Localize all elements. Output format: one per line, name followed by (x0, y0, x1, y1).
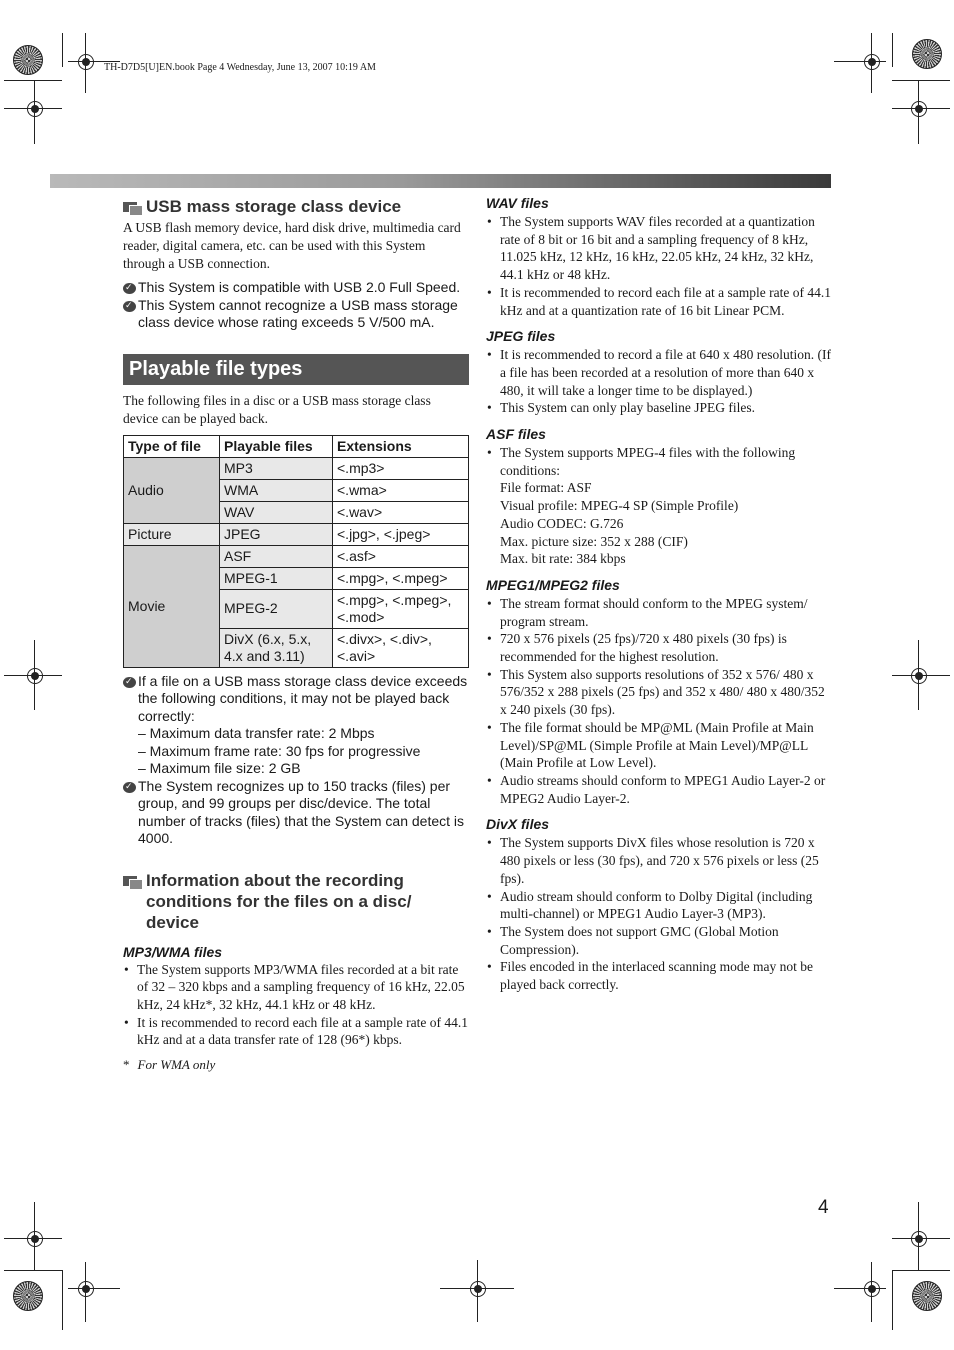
playable-intro: The following files in a disc or a USB mass storage class device can be played back. (123, 392, 431, 426)
asf-list (486, 444, 832, 568)
crop-line (918, 80, 919, 144)
table-row (124, 457, 469, 479)
table-cell: <.mpg>, <.mpeg> (333, 567, 469, 589)
recording-section-heading (123, 870, 469, 933)
table-header-cell: Type of file (124, 435, 220, 457)
list-item: • The stream format should conform to the MPEG system/ program stream. (486, 595, 832, 630)
note-item: ✓ This System is compatible with USB 2.0 Full Speed. (123, 279, 469, 297)
crop-line (918, 1202, 919, 1270)
crosshair-target-bl-side (27, 1231, 43, 1247)
crop-line (85, 1262, 86, 1322)
note-check-icon (123, 301, 136, 312)
wav-heading: WAV files (486, 195, 549, 211)
crop-line (892, 108, 950, 109)
note-item: ✓ This System cannot recognize a USB mass storage class device whose rating exceeds 5 V/500 mA. (123, 297, 469, 332)
note-check-icon (123, 283, 136, 294)
crop-line (892, 675, 950, 676)
type-cell-audio: Audio (124, 457, 220, 523)
divx-list (486, 834, 832, 993)
crop-line (892, 33, 893, 67)
crosshair-target-ml (27, 101, 43, 117)
crosshair-target-bottom-l (78, 1281, 94, 1297)
list-item: • It is recommended to record a file at 640 x 480 resolution. (If a file has been recorded at a resolution of more than 640 x 480, it will take a longer time to be displayed.) (486, 346, 832, 399)
usb-intro: A USB flash memory device, hard disk drive, multimedia card reader, digital camera, etc. can be used with this System through a USB connection. (123, 220, 461, 271)
crop-line (892, 80, 950, 81)
right-column (486, 194, 832, 994)
crop-line (892, 1270, 950, 1271)
crop-line (871, 1262, 872, 1322)
table-cell: <.wma> (333, 479, 469, 501)
wav-list (486, 213, 832, 319)
crop-line (4, 1238, 62, 1239)
wma-footnote: * For WMA only (123, 1057, 216, 1073)
recording-section-title: Information about the recording conditions for the files on a disc/ device (146, 870, 412, 932)
crop-line (4, 108, 62, 109)
crop-line (918, 640, 919, 710)
list-item: • It is recommended to record each file at a sample rate of 44.1 kHz and at a data transfer rate of 128 (96*) kbps. (123, 1014, 469, 1049)
crop-line (62, 33, 63, 67)
mp3wma-heading: MP3/WMA files (123, 943, 223, 960)
crosshair-target-side-right (911, 668, 927, 684)
table-cell: <.asf> (333, 545, 469, 567)
section-bullet-icon (123, 874, 141, 888)
crosshair-target-bottom-c (470, 1281, 486, 1297)
page-header-bar (50, 174, 831, 188)
note-check-icon (123, 782, 136, 793)
crop-line (85, 33, 86, 93)
crop-line (892, 1270, 893, 1330)
list-item: • The System supports MP3/WMA files recorded at a bit rate of 32 – 320 kbps and a sampling frequency of 16 kHz, 22.05 kHz, 24 kHz*, 32 kHz, 44.1 kHz or 48 kHz. (123, 961, 469, 1014)
table-header-row (124, 435, 469, 457)
list-item: • 720 x 576 pixels (25 fps)/720 x 480 pixels (30 fps) is recommended for the highest resolution. (486, 630, 832, 665)
crop-line (4, 80, 62, 81)
table-header-cell: Playable files (220, 435, 333, 457)
crop-line (4, 675, 62, 676)
table-row (124, 523, 469, 545)
registration-rosette-top-left (13, 45, 43, 75)
crosshair-target-br-side (911, 1231, 927, 1247)
table-cell: <.jpg>, <.jpeg> (333, 523, 469, 545)
type-cell-movie: Movie (124, 545, 220, 667)
jpeg-list (486, 346, 832, 417)
list-item: • Audio streams should conform to MPEG1 Audio Layer-2 or MPEG2 Audio Layer-2. (486, 772, 832, 807)
crosshair-target-tr (864, 54, 880, 70)
crop-line (892, 1238, 950, 1239)
crop-line (871, 33, 872, 93)
table-cell: WAV (220, 501, 333, 523)
list-item: • Audio stream should conform to Dolby Digital (including multi-channel) or MPEG1 Audio Layer-3 (MP3). (486, 888, 832, 923)
crop-line (62, 1270, 63, 1330)
crop-line (34, 1202, 35, 1270)
crop-line (834, 61, 886, 62)
mpeg-list (486, 595, 832, 807)
usb-notes (123, 279, 469, 332)
table-cell: ASF (220, 545, 333, 567)
crosshair-target-bottom-r (864, 1281, 880, 1297)
crosshair-target-tl (78, 54, 94, 70)
table-cell: <.mp3> (333, 457, 469, 479)
page-number: 4 (818, 1197, 829, 1218)
crop-line (4, 1270, 62, 1271)
book-info-header: TH-D7D5[U]EN.book Page 4 Wednesday, June 13, 2007 10:19 AM (104, 62, 376, 73)
table-cell: WMA (220, 479, 333, 501)
usb-section-title: USB mass storage class device (146, 197, 402, 216)
crop-line (68, 1288, 120, 1289)
list-item: • The System supports WAV files recorded at a quantization rate of 8 bit or 16 bit and a sampling frequency of 8 kHz, 11.025 kHz, 12 kHz, 16 kHz, 22.05 kHz, 24 kHz, 32 kHz, 44.1 kHz or 48 kHz. (486, 213, 832, 284)
crop-line (34, 80, 35, 144)
list-item: • This System also supports resolutions of 352 x 576/ 480 x 576/352 x 288 pixels (25 fps) and 352 x 480/ 480 x 480/352 x 240 pixels (30 fps). (486, 666, 832, 719)
note-item: ✓ The System recognizes up to 150 tracks (files) per group, and 99 groups per disc/device. The total number of tracks (files) that the System can detect is 4000. (123, 778, 469, 848)
jpeg-heading: JPEG files (486, 328, 556, 345)
table-header-cell: Extensions (333, 435, 469, 457)
playable-notes (123, 673, 469, 848)
table-cell: <.wav> (333, 501, 469, 523)
registration-rosette-bottom-right (912, 1281, 942, 1311)
list-item: • The System supports DivX files whose resolution is 720 x 480 pixels or less (30 fps), and 720 x 576 pixels or less (25 fps). (486, 834, 832, 887)
left-column (123, 196, 469, 1074)
note-item: ✓ If a file on a USB mass storage class device exceeds the following conditions, it may not be played back correctly: – Maximum data transfer rate: 2 Mbps – Maximum frame rate: 30 fps for progressive – Maximum file size: 2 GB (123, 673, 469, 778)
crop-line (477, 1260, 478, 1322)
table-cell: MPEG-2 (220, 589, 333, 628)
list-item: • The System supports MPEG-4 files with the following conditions: File format: ASF Visual profile: MPEG-4 SP (Simple Profile) Audio CODEC: G.726 Max. picture size: 352 x 288 (CIF) Max. bit rate: 384 kbps (486, 444, 832, 568)
list-item: • This System can only play baseline JPEG files. (486, 399, 832, 417)
mpeg-heading: MPEG1/MPEG2 files (486, 576, 620, 593)
table-cell: JPEG (220, 523, 333, 545)
list-item: • The System does not support GMC (Global Motion Compression). (486, 923, 832, 958)
registration-rosette-bottom-left (13, 1281, 43, 1311)
list-item: • Files encoded in the interlaced scanning mode may not be played back correctly. (486, 958, 832, 993)
list-item: • The file format should be MP@ML (Main Profile at Main Level)/SP@ML (Simple Profile at Main Level)/MP@LL (Main Profile at Low Level). (486, 719, 832, 772)
type-cell-picture: Picture (124, 523, 220, 545)
table-cell: DivX (6.x, 5.x, 4.x and 3.11) (220, 628, 333, 667)
divx-heading: DivX files (486, 816, 550, 833)
table-cell: <.mpg>, <.mpeg>, <.mod> (333, 589, 469, 628)
table-cell: MPEG-1 (220, 567, 333, 589)
crop-line (34, 640, 35, 710)
crop-line (834, 1288, 886, 1289)
crosshair-target-mr (911, 101, 927, 117)
playable-section-title: Playable file types (123, 354, 469, 385)
asf-heading: ASF files (486, 426, 546, 443)
usb-section-heading (123, 196, 469, 217)
registration-rosette-top-right (912, 39, 942, 69)
crosshair-target-side-left (27, 668, 43, 684)
mp3wma-list (123, 961, 469, 1050)
note-check-icon (123, 677, 136, 688)
table-cell: <.divx>, <.div>, <.avi> (333, 628, 469, 667)
section-bullet-icon (123, 200, 141, 214)
list-item: • It is recommended to record each file at a sample rate of 44.1 kHz and at a quantization rate of 16 bit Linear PCM. (486, 284, 832, 319)
table-cell: MP3 (220, 457, 333, 479)
table-row (124, 545, 469, 567)
file-types-table (123, 435, 469, 668)
